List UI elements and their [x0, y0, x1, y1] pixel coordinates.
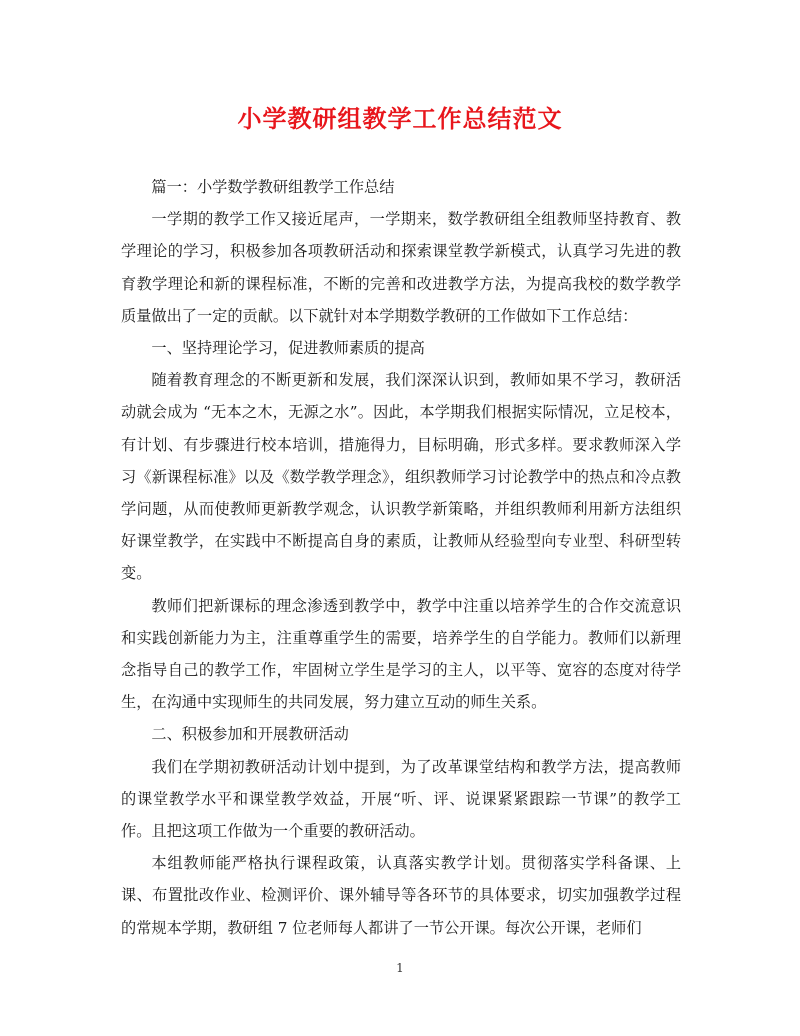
paragraph: 本组教师能严格执行课程政策，认真落实教学计划。贯彻落实学科备课、上课、布置批改作业、检测评价、课外辅导等各环节的具体要求，切实加强教学过程的常规本学期，教研组 7 位老师每人都讲了一节公开课。每次公开课，老师们 — [121, 854, 681, 937]
document-title: 小学教研组教学工作总结范文 — [237, 104, 563, 133]
section-heading: 篇一：小学数学教研组教学工作总结 — [151, 178, 395, 196]
document-body — [121, 171, 681, 944]
section-heading: 一、坚持理论学习，促进教师素质的提高 — [151, 339, 425, 358]
paragraph: 我们在学期初教研活动计划中提到，为了改革课堂结构和教学方法，提高教师的课堂教学水平和课堂教学效益，开展“听、评、说课紧紧跟踪一节课”的教学工作。且把这项工作做为一个重要的教研活动。 — [121, 757, 681, 841]
page-number: 1 — [396, 961, 404, 975]
paragraph: 一学期的教学工作又接近尾声，一学期来，数学教研组全组教师坚持教育、教学理论的学习，积极参加各项教研活动和探索课堂教学新模式，认真学习先进的教育教学理论和新的课程标准，不断的完善和改进教学方法，为提高我校的数学教学质量做出了一定的贡献。以下就针对本学期数学教研的工作做如下工作总结： — [121, 210, 681, 325]
paragraph: 教师们把新课标的理念渗透到教学中，教学中注重以培养学生的合作交流意识和实践创新能力为主，注重尊重学生的需要，培养学生的自学能力。教师们以新理念指导自己的教学工作，牢固树立学生是学习的主人，以平等、宽容的态度对待学生，在沟通中实现师生的共同发展，努力建立互动的师生关系。 — [121, 596, 681, 712]
paragraph: 随着教育理念的不断更新和发展，我们深深认识到，教师如果不学习，教研活动就会成为 “无本之木，无源之水”。因此，本学期我们根据实际情况，立足校本，有计划、有步骤进行校本培训，措施得力，目标明确，形式多样。要求教师深入学习《新课程标准》以及《数学教学理念》，组织教师学习讨论教学中的热点和冷点教学问题，从而使教师更新教学观念，认识教学新策略，并组织教师利用新方法组织好课堂教学，在实践中不断提高自身的素质，让教师从经验型向专业型、科研型转变。 — [121, 371, 681, 583]
section-heading: 二、积极参加和开展教研活动 — [151, 725, 349, 744]
